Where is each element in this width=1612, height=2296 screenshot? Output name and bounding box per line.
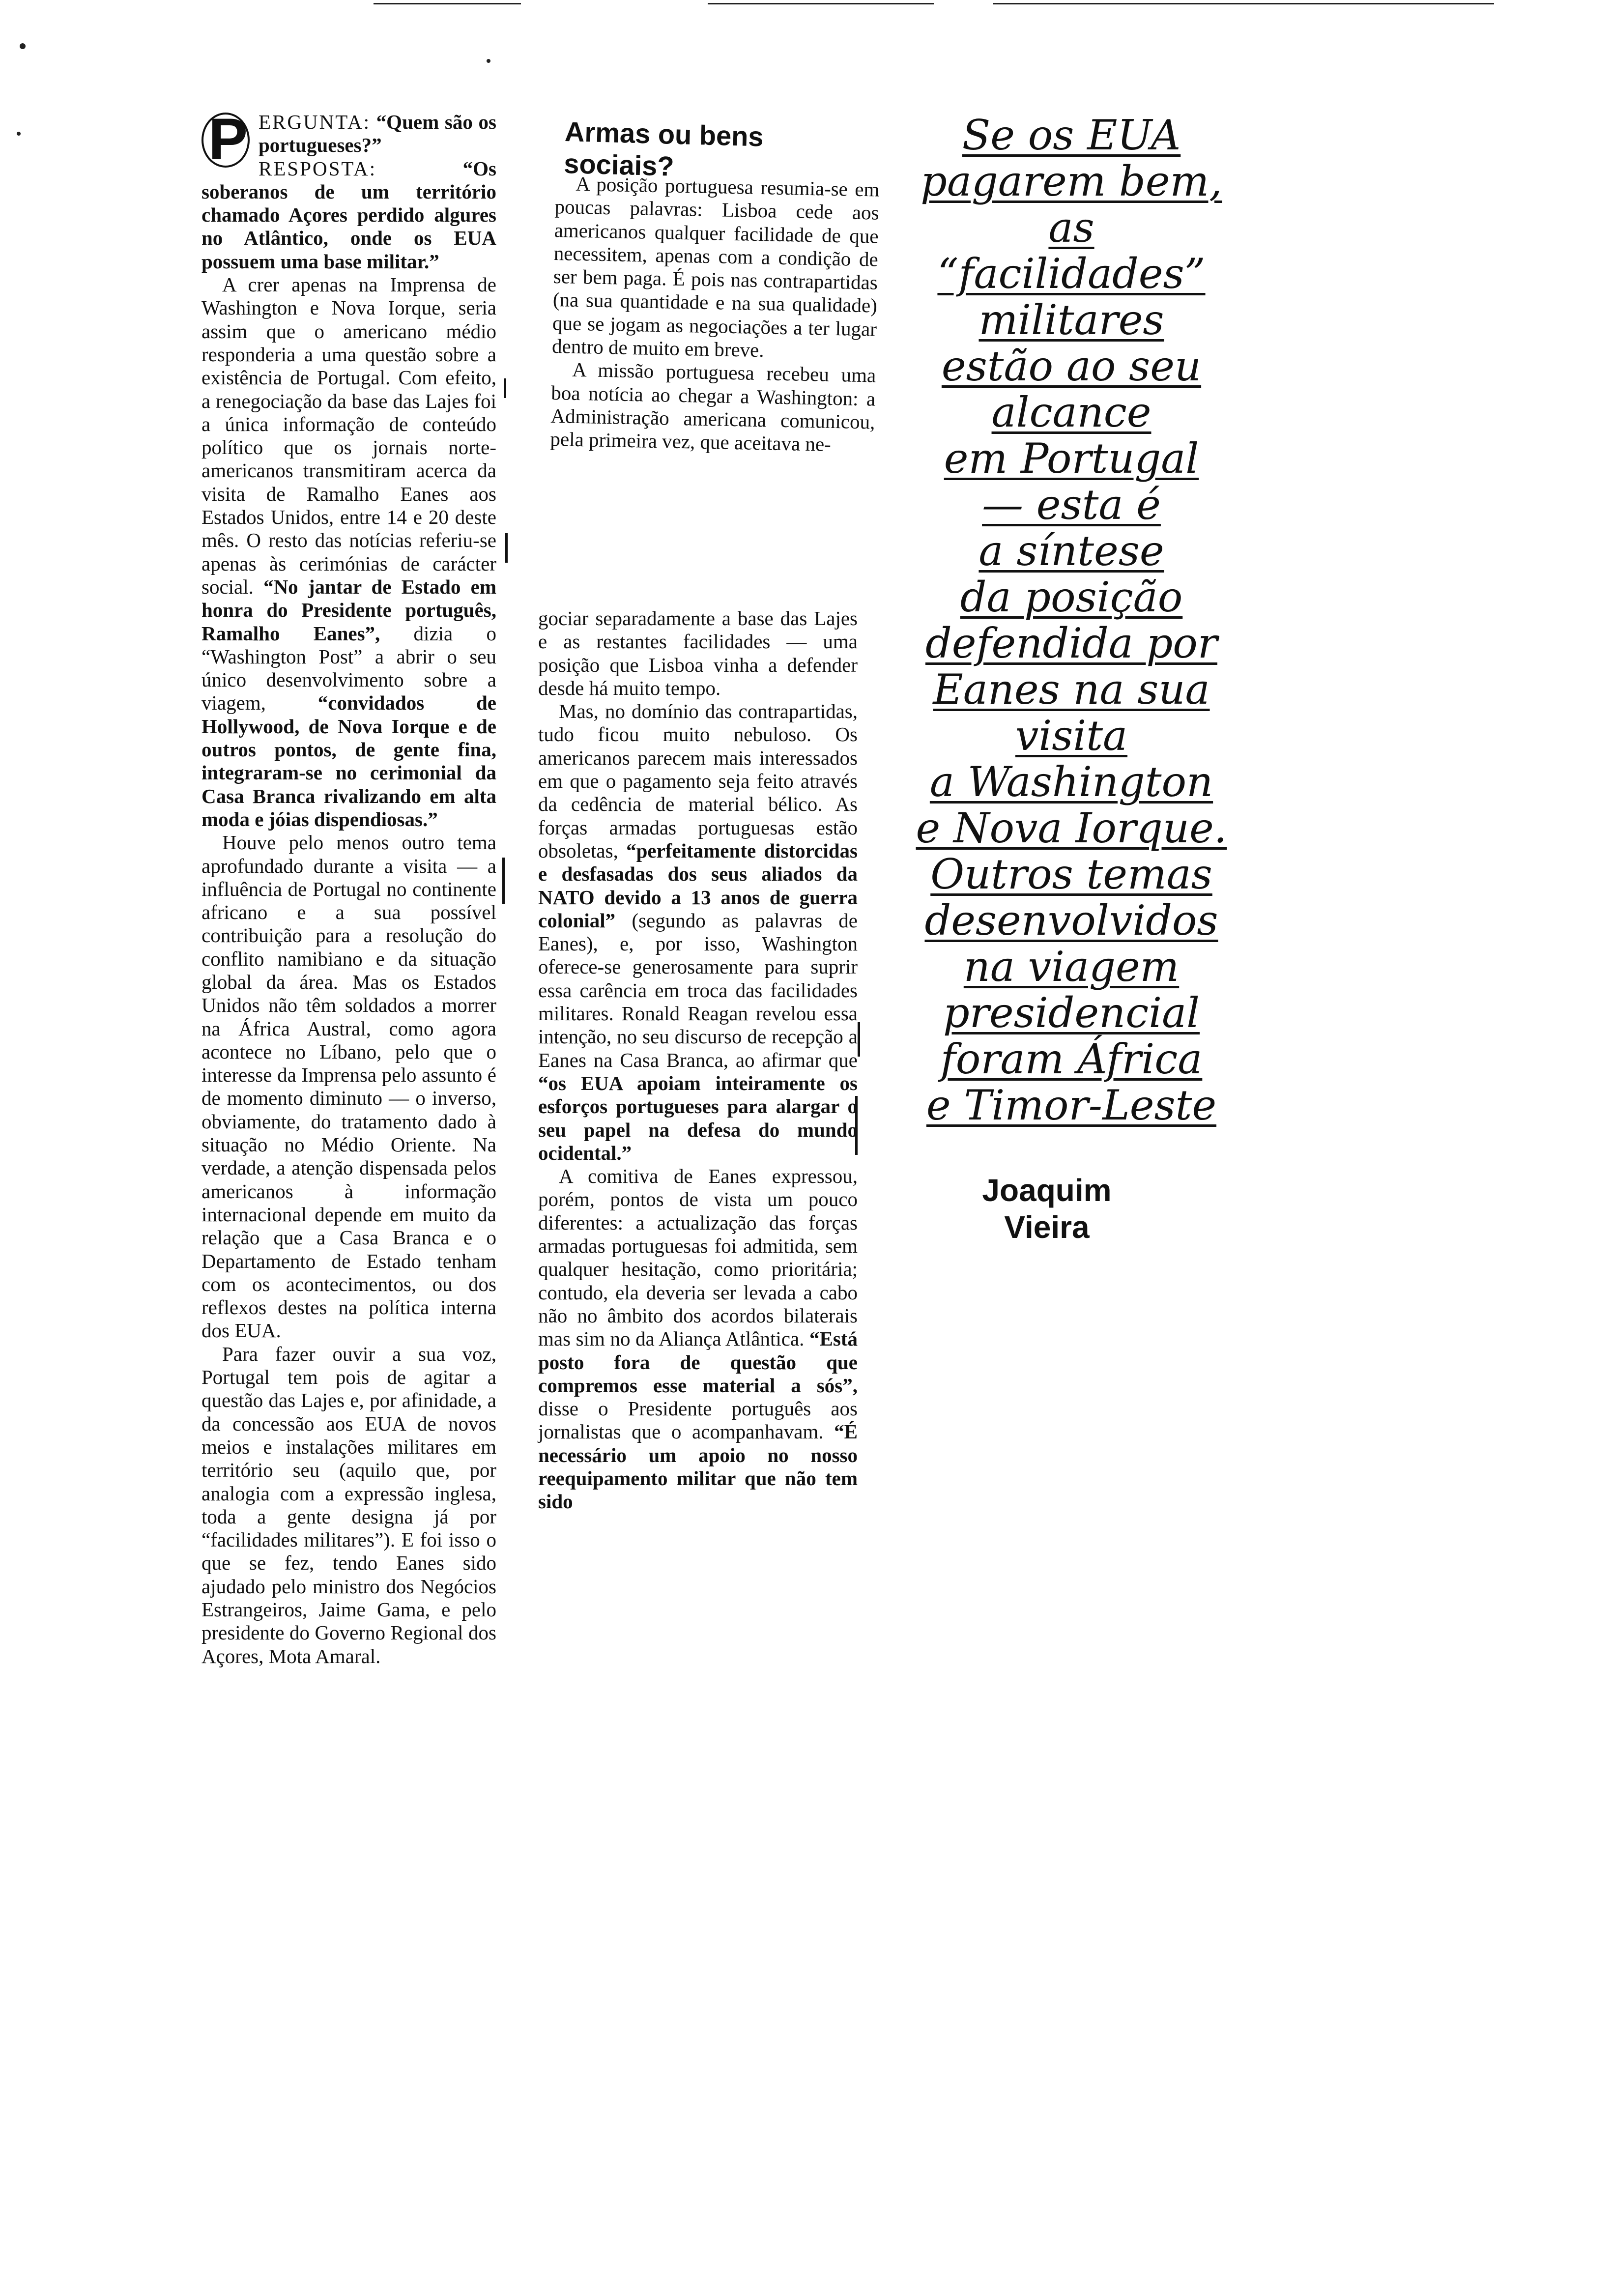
paragraph-text: A comitiva de Eanes expressou, porém, pontos de vista um pouco diferentes: a actualização das forças armadas portuguesas foi admitida, sem qualquer hesitação, como prioritária; contudo, ela deveria ser levada a cabo não no âmbito dos acordos bilaterais mas sim no da Aliança Atlântica. <box>538 1165 858 1350</box>
article-headline <box>894 112 1248 1128</box>
headline-line: a Washington <box>929 758 1213 806</box>
paragraph: A posição portuguesa resumia-se em poucas palavras: Lisboa cede aos americanos qualquer facilidade de que necessitem, apenas com a condição de ser bem paga. É pois nas contrapartidas (na sua quantidade e na sua qualidade) que se jogam as negociações a ter lugar dentro de muito em breve. <box>551 172 880 362</box>
headline-line: “facilidades” <box>937 250 1206 298</box>
quote-text: “No jantar de Estado em honra do Presidente português, Ramalho Eanes”, <box>202 575 496 645</box>
headline-line: defendida por <box>925 619 1218 667</box>
scan-edge-line <box>374 3 521 4</box>
headline-line: e Nova Iorque. <box>916 804 1227 852</box>
headline-line: — esta é <box>982 481 1161 529</box>
paragraph <box>538 1165 858 1513</box>
headline-line: em Portugal <box>944 434 1199 483</box>
paragraph-text: A crer apenas na Imprensa de Washington e Nova Iorque, seria assim que o americano médio responderia a uma questão sobre a existência de Portugal. Com efeito, a renegociação da base das Lajes foi a única informação de conteúdo político que os jornais norte-americanos transmitiram acerca da visita de Ramalho Eanes aos Estados Unidos, entre 14 e 20 deste mês. O resto das notícias referiu-se apenas às cerimónias de carácter social. <box>202 273 496 598</box>
author-byline <box>944 1172 1150 1246</box>
author-first-name: Joaquim <box>982 1173 1112 1208</box>
scan-edge-line <box>708 3 934 4</box>
quote-text: “convidados de Hollywood, de Nova Iorque e de outros pontos, de gente fina, integraram-se no cerimonial da Casa Branca rivalizando em alta moda e jóias dispendiosas.” <box>202 691 497 831</box>
headline-line: desenvolvidos <box>924 896 1218 945</box>
margin-mark <box>504 378 506 398</box>
paragraph: gociar separadamente a base das Lajes e as restantes facilidades — uma posição que Lisboa vinha a defender desde há muito tempo. <box>538 607 858 699</box>
author-last-name: Vieira <box>1004 1209 1090 1245</box>
article-column-1 <box>202 106 497 1668</box>
scan-speck <box>20 43 26 49</box>
headline-line: foram África <box>940 1035 1203 1083</box>
paragraph <box>202 273 496 831</box>
headline-line: na viagem <box>963 943 1180 991</box>
headline-line: Eanes na sua <box>933 665 1210 714</box>
margin-mark <box>858 1022 860 1057</box>
article-column-2-top <box>550 172 880 457</box>
paragraph: A missão portuguesa recebeu uma boa notícia ao chegar a Washington: a Administração americana comunicou, pela primeira vez, que aceitava ne- <box>550 358 876 456</box>
section-heading: Armas ou bens sociais? <box>563 115 764 182</box>
headline-line: visita <box>1015 712 1128 760</box>
paragraph-text: dizia o “Washington Post” a abrir o seu único desenvolvimento sobre a viagem, <box>202 622 496 715</box>
paragraph: Para fazer ouvir a sua voz, Portugal tem pois de agitar a questão das Lajes e, por afinidade, a da concessão aos EUA de novos meios e instalações militares em território seu (aquilo que, por analogia com a expressão inglesa, toda a gente designa já por “facilidades militares”). E foi isso o que se fez, tendo Eanes sido ajudado pelo ministro dos Negócios Estrangeiros, Jaime Gama, e pelo presidente do Governo Regional dos Açores, Mota Amaral. <box>202 1342 496 1667</box>
headline-line: estão ao seu <box>941 342 1202 390</box>
quote-text: “Está posto fora de questão que compremos esse material a sós”, <box>538 1327 858 1397</box>
quote-text: “perfeitamente distorcidas e desfasadas dos seus aliados da NATO devido a 13 anos de guerra colonial” <box>538 839 858 932</box>
headline-line: alcance <box>991 388 1151 436</box>
quote-text: “os EUA apoiam inteiramente os esforços portugueses para alargar o seu papel na defesa do mundo ocidental.” <box>538 1071 858 1164</box>
paragraph <box>538 700 858 1165</box>
dropcap-letter: P <box>208 106 248 172</box>
article-column-2 <box>538 607 858 1514</box>
headline-line: as <box>1048 203 1094 252</box>
paragraph: Houve pelo menos outro tema aprofundado durante a visita — a influência de Portugal no continente africano e a sua possível contribuição para a resolução do conflito namibiano e da situação global da área. Mas os Estados Unidos não têm soldados a morrer na África Austral, como agora acontece no Líbano, pelo que o interesse da Imprensa pelo assunto é de momento diminuto — o inverso, obviamente, do tratamento dado à situação no Médio Oriente. Na verdade, a atenção dispensada pelos americanos à informação internacional depende em muito da relação que a Casa Branca e o Departamento de Estado tenham com os acontecimentos, ou dos reflexos destes na política interna dos EUA. <box>202 831 496 1342</box>
headline-line: e Timor-Leste <box>926 1081 1217 1129</box>
margin-mark <box>502 858 505 904</box>
headline-line: a síntese <box>979 527 1164 575</box>
headline-line: da posição <box>960 573 1183 621</box>
headline-line: presidencial <box>943 989 1200 1037</box>
paragraph-text: disse o Presidente português aos jornalistas que o acompanhavam. <box>538 1397 858 1443</box>
headline-line: pagarem bem, <box>921 157 1222 205</box>
question-label: ERGUNTA: <box>259 111 371 133</box>
paragraph-text: (segundo as palavras de Eanes), e, por isso, Washington oferece-se generosamente para suprir essa carência em troca das facilidades militares. Ronald Reagan revelou essa intenção, no seu discurso de recepção a Eanes na Casa Branca, ao afirmar que <box>538 909 858 1071</box>
headline-line: Outros temas <box>930 850 1212 898</box>
dropcap-p <box>202 106 253 172</box>
answer-label: RESPOSTA: <box>259 157 377 180</box>
scan-speck <box>17 132 21 136</box>
quote-text: “É necessário um apoio no nosso reequipamento militar que não tem sido <box>538 1420 858 1513</box>
scan-speck <box>487 59 490 63</box>
margin-mark <box>505 533 508 563</box>
question-text: “Quem são os portugueses?” <box>259 111 496 157</box>
answer-text: “Os soberanos de um território chamado Açores perdido algures no Atlântico, onde os EUA possuem uma base militar.” <box>202 157 496 273</box>
paragraph-text: Mas, no domínio das contrapartidas, tudo ficou muito nebuloso. Os americanos parecem mais interessados em que o pagamento seja feito através da cedência de material bélico. As forças armadas portuguesas estão obsoletas, <box>538 700 858 862</box>
scan-edge-line <box>993 3 1494 4</box>
headline-line: Se os EUA <box>962 111 1181 159</box>
headline-line: militares <box>979 296 1164 344</box>
